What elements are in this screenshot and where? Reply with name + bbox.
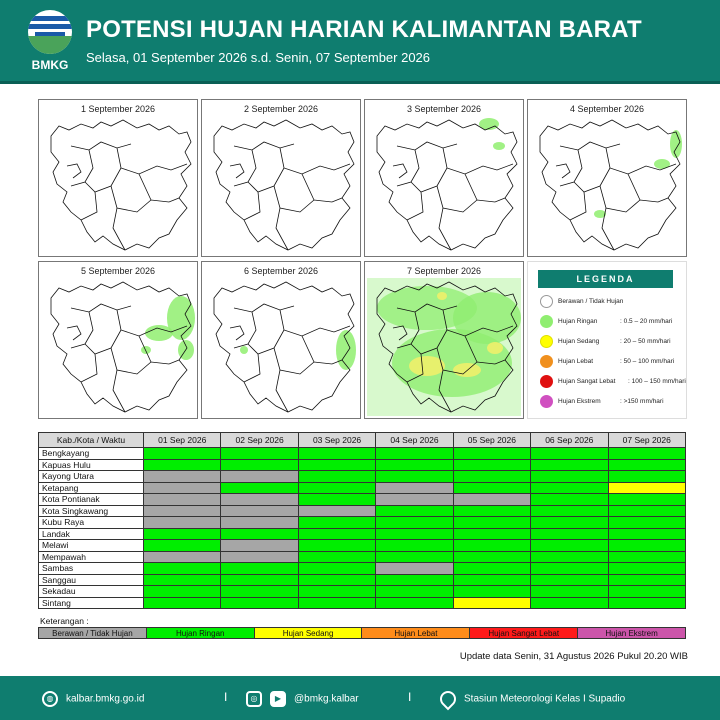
map-label: 4 September 2026 xyxy=(569,104,645,114)
forecast-cell xyxy=(453,517,530,529)
keterangan-bar xyxy=(38,627,686,639)
forecast-cell xyxy=(144,505,221,517)
forecast-cell xyxy=(531,459,608,471)
map-label: 1 September 2026 xyxy=(80,104,156,114)
forecast-cell xyxy=(453,482,530,494)
map-panel-4 xyxy=(527,99,687,257)
page-title: POTENSI HUJAN HARIAN KALIMANTAN BARAT xyxy=(86,16,642,43)
logo-text: BMKG xyxy=(31,58,69,72)
region-name: Kubu Raya xyxy=(39,517,144,529)
forecast-cell xyxy=(608,597,685,609)
table-row xyxy=(39,459,686,471)
forecast-cell xyxy=(221,597,298,609)
table-row xyxy=(39,540,686,552)
map-image xyxy=(41,116,195,254)
instagram-icon: ◎ xyxy=(246,691,262,707)
location-pin-icon xyxy=(437,688,460,711)
forecast-cell xyxy=(144,551,221,563)
map-panel-7 xyxy=(364,261,524,419)
region-name: Sanggau xyxy=(39,574,144,586)
forecast-cell xyxy=(608,574,685,586)
map-panel-6 xyxy=(201,261,361,419)
update-text: Update data Senin, 31 Agustus 2026 Pukul 20.20 WIB xyxy=(459,651,688,662)
region-name: Sekadau xyxy=(39,586,144,598)
keterangan-item: Hujan Ekstrem xyxy=(578,628,685,638)
map-label: 7 September 2026 xyxy=(406,266,482,276)
table-row xyxy=(39,482,686,494)
keterangan-item: Hujan Sedang xyxy=(255,628,363,638)
map-image xyxy=(367,116,521,254)
forecast-cell xyxy=(298,540,375,552)
map-image xyxy=(41,278,195,416)
table-row xyxy=(39,448,686,460)
forecast-cell xyxy=(376,551,453,563)
separator: I xyxy=(408,690,412,704)
keterangan-item: Hujan Sangat Lebat xyxy=(470,628,578,638)
forecast-cell xyxy=(608,482,685,494)
map-panel-1 xyxy=(38,99,198,257)
forecast-cell xyxy=(531,597,608,609)
region-name: Sambas xyxy=(39,563,144,575)
forecast-cell xyxy=(144,517,221,529)
keterangan-item: Hujan Lebat xyxy=(362,628,470,638)
table-row xyxy=(39,505,686,517)
forecast-cell xyxy=(376,563,453,575)
forecast-cell xyxy=(453,505,530,517)
page-subtitle: Selasa, 01 September 2026 s.d. Senin, 07 September 2026 xyxy=(86,50,431,65)
forecast-cell xyxy=(298,494,375,506)
column-header: 05 Sep 2026 xyxy=(453,433,530,448)
column-header: 06 Sep 2026 xyxy=(531,433,608,448)
footer xyxy=(0,676,720,720)
forecast-cell xyxy=(298,505,375,517)
forecast-cell xyxy=(531,551,608,563)
forecast-cell xyxy=(453,586,530,598)
forecast-cell xyxy=(221,540,298,552)
forecast-cell xyxy=(608,505,685,517)
region-name: Kota Pontianak xyxy=(39,494,144,506)
map-image xyxy=(204,278,358,416)
forecast-cell xyxy=(531,586,608,598)
map-label: 6 September 2026 xyxy=(243,266,319,276)
forecast-cell xyxy=(608,528,685,540)
column-header: 03 Sep 2026 xyxy=(298,433,375,448)
forecast-cell xyxy=(298,563,375,575)
forecast-cell xyxy=(221,528,298,540)
keterangan-item: Hujan Ringan xyxy=(147,628,255,638)
column-header: 02 Sep 2026 xyxy=(221,433,298,448)
table-header-row xyxy=(39,433,686,448)
region-name: Kayong Utara xyxy=(39,471,144,483)
forecast-cell xyxy=(376,494,453,506)
globe-icon: ◍ xyxy=(42,691,58,707)
header-banner xyxy=(0,0,720,84)
forecast-cell xyxy=(608,459,685,471)
forecast-cell xyxy=(376,482,453,494)
map-image xyxy=(204,116,358,254)
keterangan-item: Berawan / Tidak Hujan xyxy=(39,628,147,638)
forecast-cell xyxy=(531,540,608,552)
forecast-cell xyxy=(376,528,453,540)
forecast-cell xyxy=(531,505,608,517)
map-label: 5 September 2026 xyxy=(80,266,156,276)
table-row xyxy=(39,528,686,540)
forecast-cell xyxy=(221,551,298,563)
forecast-cell xyxy=(221,586,298,598)
forecast-cell xyxy=(608,551,685,563)
map-panel-5 xyxy=(38,261,198,419)
forecast-cell xyxy=(221,482,298,494)
forecast-cell xyxy=(608,448,685,460)
forecast-cell xyxy=(221,505,298,517)
forecast-cell xyxy=(376,471,453,483)
map-panel-3 xyxy=(364,99,524,257)
forecast-cell xyxy=(376,597,453,609)
forecast-cell xyxy=(298,528,375,540)
forecast-cell xyxy=(221,574,298,586)
forecast-cell xyxy=(144,563,221,575)
table-row xyxy=(39,563,686,575)
forecast-cell xyxy=(453,528,530,540)
forecast-cell xyxy=(531,563,608,575)
table-row xyxy=(39,471,686,483)
forecast-cell xyxy=(453,563,530,575)
forecast-cell xyxy=(221,494,298,506)
forecast-cell xyxy=(298,586,375,598)
forecast-cell xyxy=(298,471,375,483)
table-row xyxy=(39,494,686,506)
forecast-cell xyxy=(144,528,221,540)
forecast-cell xyxy=(144,448,221,460)
forecast-cell xyxy=(608,494,685,506)
forecast-cell xyxy=(376,540,453,552)
table-row xyxy=(39,586,686,598)
forecast-cell xyxy=(376,574,453,586)
forecast-cell xyxy=(298,482,375,494)
table-row xyxy=(39,597,686,609)
forecast-cell xyxy=(298,597,375,609)
forecast-table xyxy=(38,432,686,609)
table-row xyxy=(39,574,686,586)
map-label: 2 September 2026 xyxy=(243,104,319,114)
forecast-cell xyxy=(608,563,685,575)
forecast-cell xyxy=(144,459,221,471)
table-row xyxy=(39,517,686,529)
forecast-cell xyxy=(531,448,608,460)
forecast-cell xyxy=(376,459,453,471)
column-header: 04 Sep 2026 xyxy=(376,433,453,448)
forecast-cell xyxy=(376,505,453,517)
forecast-cell xyxy=(453,540,530,552)
forecast-cell xyxy=(453,471,530,483)
forecast-cell xyxy=(453,574,530,586)
forecast-cell xyxy=(376,448,453,460)
forecast-cell xyxy=(144,471,221,483)
forecast-cell xyxy=(144,574,221,586)
forecast-cell xyxy=(298,459,375,471)
forecast-cell xyxy=(376,586,453,598)
map-label: 3 September 2026 xyxy=(406,104,482,114)
youtube-icon: ▶ xyxy=(270,691,286,707)
separator: I xyxy=(224,690,228,704)
forecast-cell xyxy=(453,448,530,460)
region-name: Landak xyxy=(39,528,144,540)
region-name: Kota Singkawang xyxy=(39,505,144,517)
forecast-cell xyxy=(298,551,375,563)
region-name: Mempawah xyxy=(39,551,144,563)
forecast-cell xyxy=(221,459,298,471)
forecast-cell xyxy=(608,471,685,483)
map-grid xyxy=(38,99,688,419)
forecast-cell xyxy=(144,482,221,494)
region-name: Kapuas Hulu xyxy=(39,459,144,471)
forecast-cell xyxy=(298,448,375,460)
forecast-cell xyxy=(608,517,685,529)
forecast-cell xyxy=(608,586,685,598)
column-header: Kab./Kota / Waktu xyxy=(39,433,144,448)
keterangan-label: Keterangan : xyxy=(40,616,89,626)
map-image xyxy=(530,116,684,254)
forecast-cell xyxy=(453,494,530,506)
region-name: Bengkayang xyxy=(39,448,144,460)
region-name: Melawi xyxy=(39,540,144,552)
forecast-cell xyxy=(531,494,608,506)
forecast-cell xyxy=(144,586,221,598)
map-legend: LEGENDA Berawan / Tidak Hujan Hujan Ringan : 0.5 – 20 mm/hari Hujan Sedang : 20 – 50 mm/hari Hujan Lebat : 50 – 100 mm/hari Hujan Sangat Lebat : 100 – 150 mm/hari Hujan Ekstrem : >150 mm/hari xyxy=(527,261,687,419)
forecast-cell xyxy=(531,517,608,529)
forecast-cell xyxy=(221,471,298,483)
forecast-cell xyxy=(221,563,298,575)
region-name: Ketapang xyxy=(39,482,144,494)
forecast-cell xyxy=(531,482,608,494)
table-row xyxy=(39,551,686,563)
forecast-cell xyxy=(376,517,453,529)
forecast-cell xyxy=(453,459,530,471)
forecast-cell xyxy=(144,494,221,506)
website-link[interactable]: ◍ kalbar.bmkg.go.id xyxy=(42,691,144,707)
column-header: 01 Sep 2026 xyxy=(144,433,221,448)
legend-title: LEGENDA xyxy=(538,270,673,288)
forecast-cell xyxy=(453,597,530,609)
forecast-cell xyxy=(144,540,221,552)
forecast-cell xyxy=(608,540,685,552)
region-name: Sintang xyxy=(39,597,144,609)
social-link[interactable]: ◎ ▶ @bmkg.kalbar xyxy=(246,691,359,707)
forecast-cell xyxy=(221,448,298,460)
station-info: Stasiun Meteorologi Kelas I Supadio xyxy=(440,691,625,707)
column-header: 07 Sep 2026 xyxy=(608,433,685,448)
forecast-cell xyxy=(144,597,221,609)
forecast-cell xyxy=(531,528,608,540)
table-body xyxy=(39,448,686,609)
forecast-cell xyxy=(221,517,298,529)
forecast-cell xyxy=(531,471,608,483)
map-image xyxy=(367,278,521,416)
map-panel-2 xyxy=(201,99,361,257)
forecast-cell xyxy=(298,574,375,586)
bmkg-logo xyxy=(22,10,78,76)
forecast-cell xyxy=(298,517,375,529)
forecast-cell xyxy=(531,574,608,586)
forecast-cell xyxy=(453,551,530,563)
